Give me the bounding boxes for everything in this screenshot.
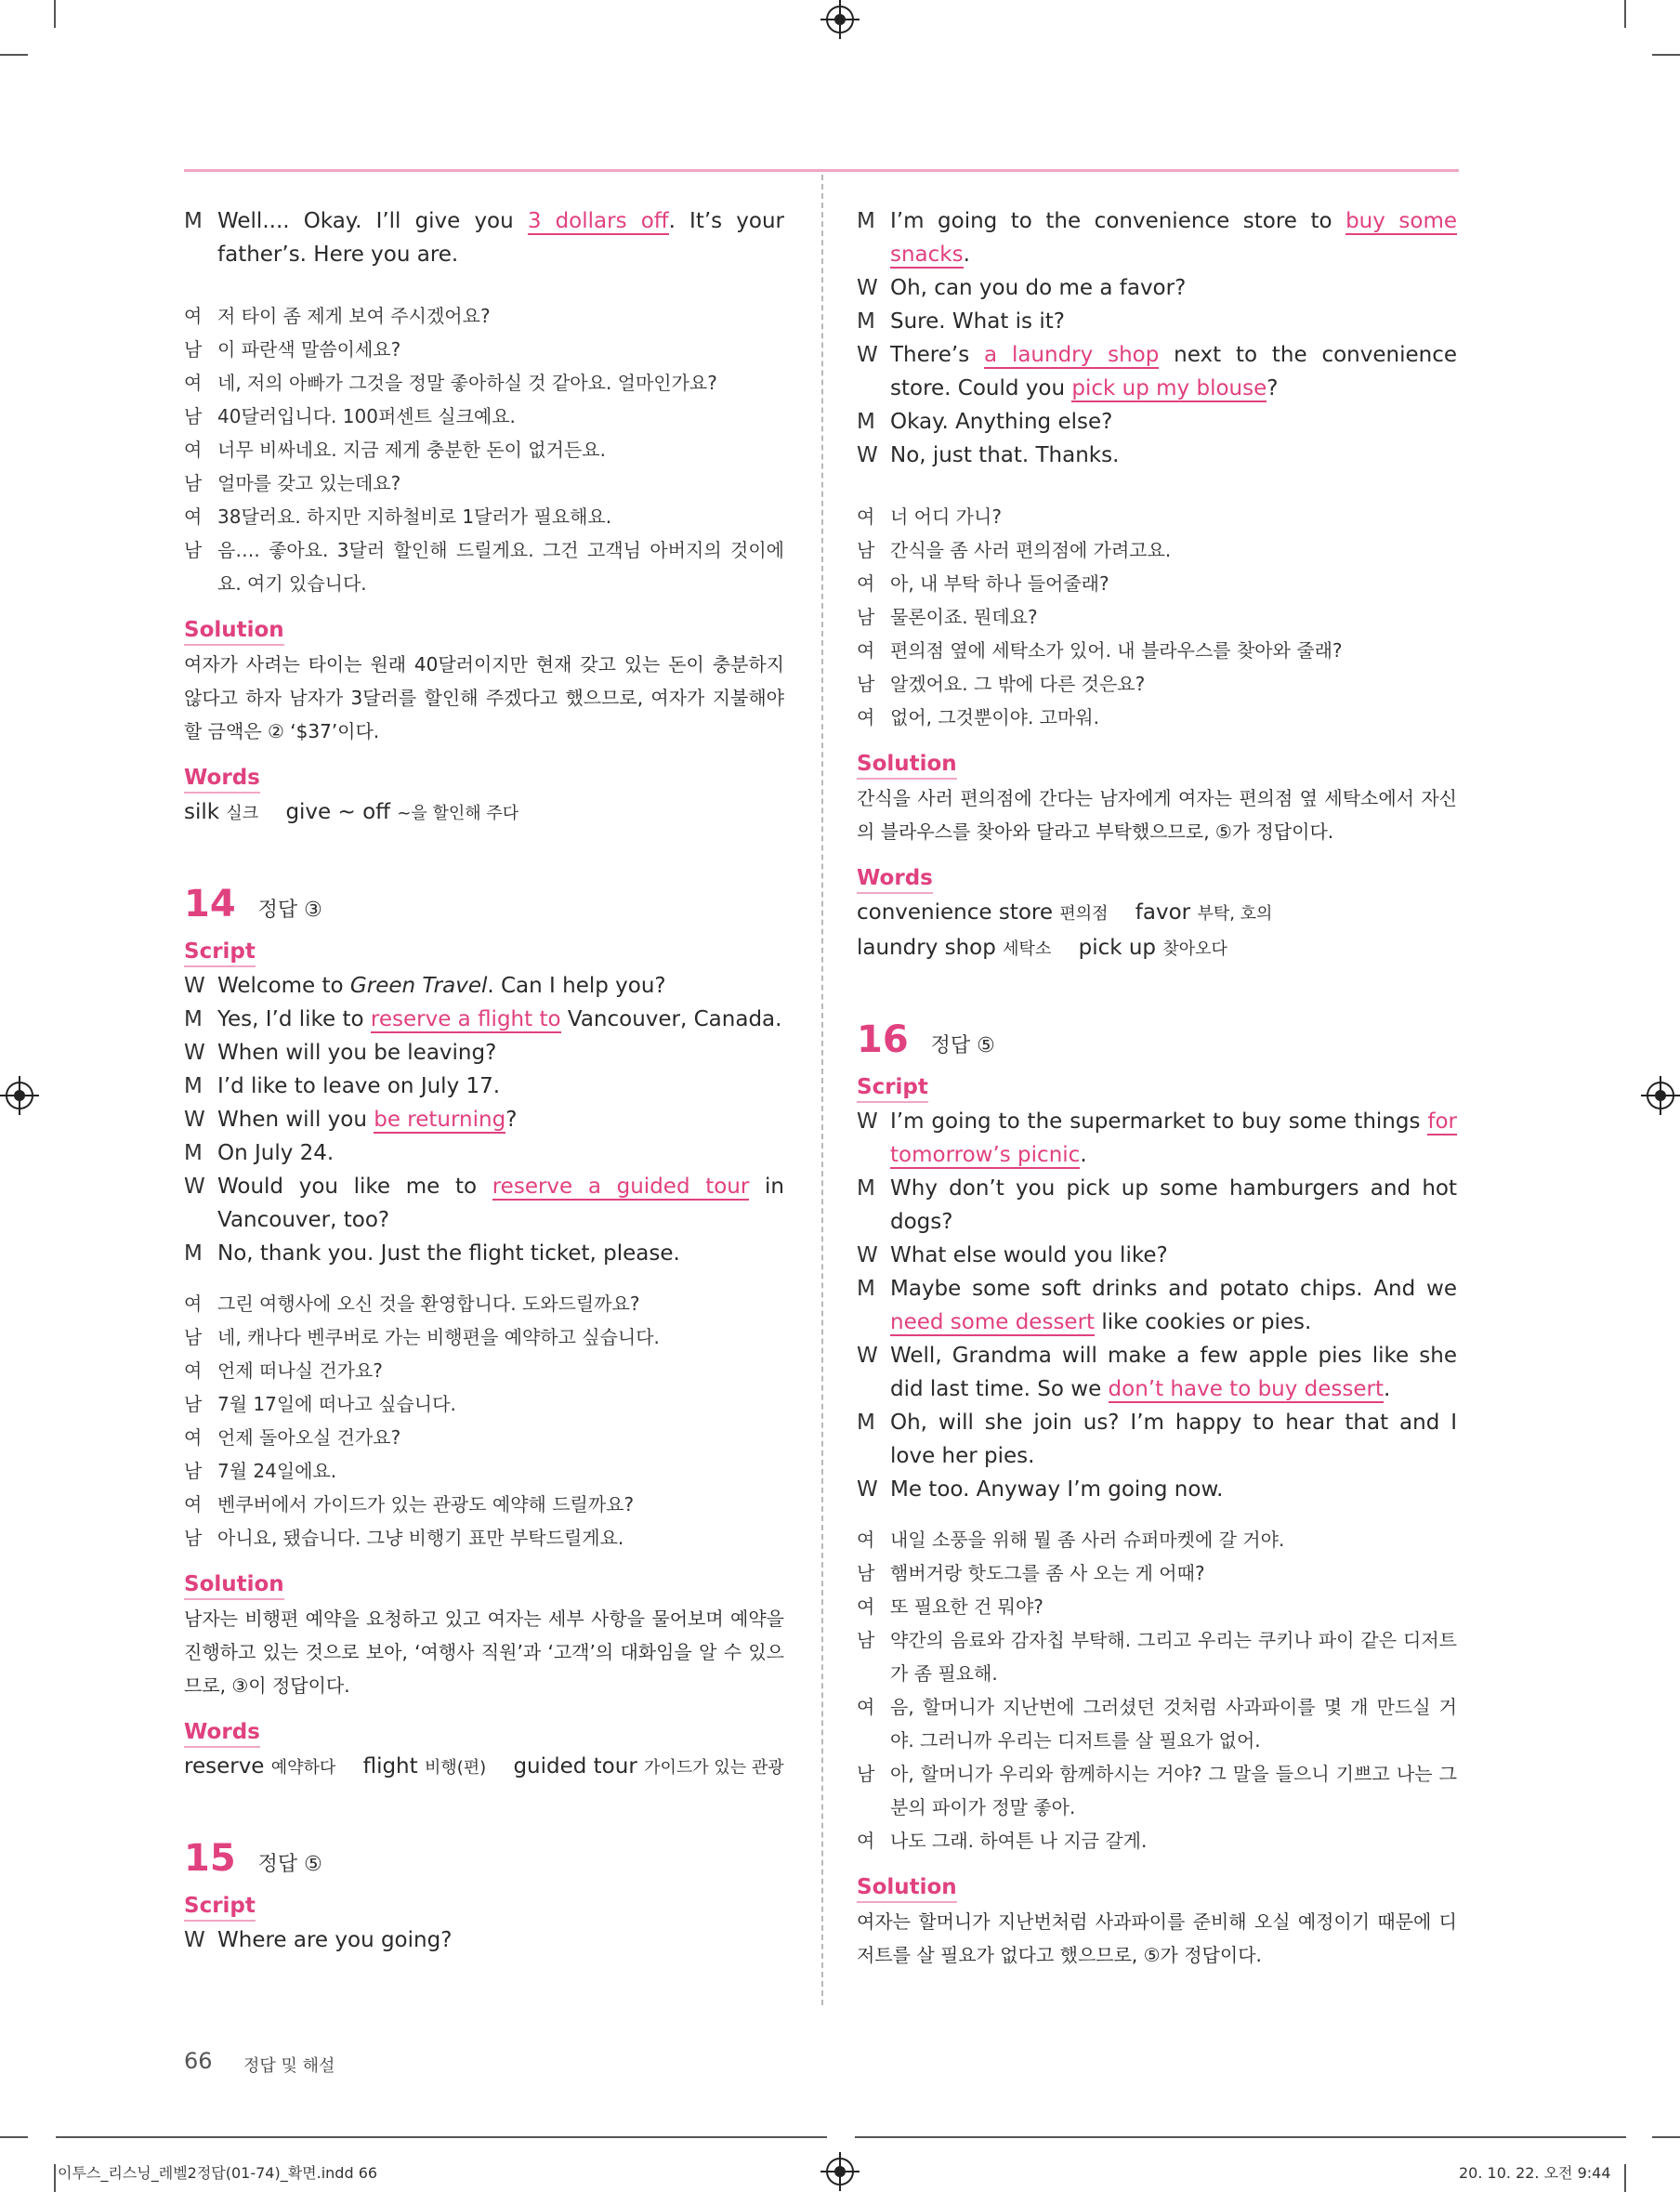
dialogue-line: M Yes, I’d like to reserve a flight to Vancouver, Canada. xyxy=(184,1007,782,1031)
script-label: Script xyxy=(184,1892,256,1922)
translation-line: 여 나도 그래. 하여튼 나 지금 갈게. xyxy=(857,1830,1148,1852)
script-label: Script xyxy=(857,1073,928,1103)
script-label: Script xyxy=(184,938,256,967)
translation-line: 남 간식을 좀 사러 편의점에 가려고요. xyxy=(857,539,1172,561)
translation-line: 남 물론이죠. 뭔데요? xyxy=(857,606,1038,628)
translation-line: 여 38달러요. 하지만 지하철비로 1달러가 필요해요. xyxy=(184,505,612,528)
translation-line: 여 편의점 옆에 세탁소가 있어. 내 블라우스를 찾아와 줄래? xyxy=(857,639,1343,662)
answer-key: 정답 ③ xyxy=(257,899,322,922)
question-number: 14 xyxy=(184,883,236,925)
right-column xyxy=(857,204,1457,1972)
solution-text: 여자는 할머니가 지난번처럼 사과파이를 준비해 오실 예정이기 때문에 디저트를 살 필요가 없다고 했으므로, ⑤가 정답이다. xyxy=(857,1910,1457,1966)
crop-mark xyxy=(1624,2164,1626,2192)
key-phrase: be returning xyxy=(374,1108,506,1132)
translation-line: 여 언제 돌아오실 건가요? xyxy=(184,1426,401,1449)
translation-line: 남 이 파란색 말씀이세요? xyxy=(184,338,401,361)
translation-line: 남 7월 24일에요. xyxy=(184,1460,337,1482)
crop-mark xyxy=(1624,0,1626,28)
translation-line: 남 음…. 좋아요. 3달러 할인해 드릴게요. 그건 고객님 아버지의 것이에요. 여기 있습니다. xyxy=(184,539,784,595)
solution-label: Solution xyxy=(857,750,957,780)
dialogue-line: W What else would you like? xyxy=(857,1243,1168,1267)
translation-line: 여 아, 내 부탁 하나 들어줄래? xyxy=(857,572,1109,595)
translation-line: 여 없어, 그것뿐이야. 고마워. xyxy=(857,706,1099,728)
translation-line: 여 너무 비싸네요. 지금 제게 충분한 돈이 없거든요. xyxy=(184,439,606,461)
registration-mark-icon xyxy=(6,1082,33,1109)
words-line: silk 실크 give ~ off ~을 할인해 주다 xyxy=(184,800,519,824)
solution-label: Solution xyxy=(857,1873,957,1903)
translation-line: 여 또 필요한 건 뭐야? xyxy=(857,1595,1043,1618)
translation-line: 남 약간의 음료와 감자칩 부탁해. 그리고 우리는 쿠키나 파이 같은 디저트가 좀 필요해. xyxy=(857,1629,1457,1685)
solution-label: Solution xyxy=(184,616,284,646)
translation-block xyxy=(184,1287,784,1555)
words-label: Words xyxy=(184,764,260,794)
crop-mark xyxy=(0,2136,28,2138)
dialogue-line: W When will you be returning? xyxy=(184,1108,518,1132)
dialogue-line: W Me too. Anyway I’m going now. xyxy=(857,1477,1224,1502)
crop-mark xyxy=(1652,54,1680,56)
translation-block xyxy=(857,1523,1457,1857)
dialogue-line: M Okay. Anything else? xyxy=(857,410,1113,434)
dialogue-line: W Welcome to Green Travel. Can I help you? xyxy=(184,974,666,998)
slug-rule xyxy=(56,2136,827,2138)
question-number: 16 xyxy=(857,1018,909,1061)
key-phrase: pick up my blouse xyxy=(1071,376,1267,400)
translation-line: 여 벤쿠버에서 가이드가 있는 관광도 예약해 드릴까요? xyxy=(184,1493,635,1516)
answer-key: 정답 ⑤ xyxy=(257,1853,322,1876)
translation-line: 여 언제 떠나실 건가요? xyxy=(184,1359,383,1382)
key-phrase: reserve a guided tour xyxy=(492,1175,750,1199)
question-number: 15 xyxy=(184,1837,236,1880)
question-heading xyxy=(184,881,784,927)
crop-mark xyxy=(1652,2136,1680,2138)
question-heading xyxy=(184,1835,784,1882)
words-label: Words xyxy=(184,1718,260,1748)
slug-rule xyxy=(855,2136,1626,2138)
dialogue-line xyxy=(184,204,784,271)
key-phrase: for tomorrow’s picnic xyxy=(890,1109,1457,1167)
page-number: 66 xyxy=(184,2048,213,2074)
line-text: Well.... Okay. I’ll give you 3 dollars off. It’s your father’s. Here you are. xyxy=(217,209,784,267)
translation-line: 여 음, 할머니가 지난번에 그러셨던 것처럼 사과파이를 몇 개 만드실 거야. 그러니까 우리는 디저트를 살 필요가 없어. xyxy=(857,1696,1457,1752)
translation-line: 여 너 어디 가니? xyxy=(857,505,1002,528)
solution-text: 여자가 사려는 타이는 원래 40달러이지만 현재 갖고 있는 돈이 충분하지 않다고 하자 남자가 3달러를 할인해 주겠다고 했으므로, 여자가 지불해야 할 금액은 ② ‘$37’이다. xyxy=(184,653,784,742)
print-slug-timestamp: 20. 10. 22. 오전 9:44 xyxy=(1459,2164,1611,2182)
translation-line: 남 아니요, 됐습니다. 그냥 비행기 표만 부탁드릴게요. xyxy=(184,1527,624,1549)
words-line: convenience store 편의점 favor 부탁, 호의 xyxy=(857,900,1273,925)
dialogue-line: W Would you like me to reserve a guided tour in Vancouver, too? xyxy=(184,1175,784,1232)
print-slug-filename: 이투스_리스닝_레벨2정답(01-74)_확면.indd 66 xyxy=(58,2164,378,2182)
dialogue-line: W Well, Grandma will make a few apple pies like she did last time. So we don’t have to buy dessert. xyxy=(857,1344,1457,1401)
key-phrase: 3 dollars off xyxy=(527,209,669,233)
key-phrase: don’t have to buy dessert xyxy=(1108,1377,1385,1401)
dialogue-line: M Oh, will she join us? I’m happy to hear that and I love her pies. xyxy=(857,1411,1457,1468)
left-column xyxy=(184,204,784,1957)
translation-line: 남 알겠어요. 그 밖에 다른 것은요? xyxy=(857,673,1146,695)
dialogue-line: W Oh, can you do me a favor? xyxy=(857,276,1187,300)
words-label: Words xyxy=(857,864,933,894)
top-rule xyxy=(184,169,1459,172)
question-heading xyxy=(857,1017,1457,1063)
words-line: reserve 예약하다 flight 비행(편) guided tour 가이드가 있는 관광 xyxy=(184,1754,784,1779)
dialogue-line: W No, just that. Thanks. xyxy=(857,443,1120,467)
solution-text: 간식을 사러 편의점에 간다는 남자에게 여자는 편의점 옆 세탁소에서 자신의 블라우스를 찾아와 달라고 부탁했으므로, ⑤가 정답이다. xyxy=(857,787,1457,843)
translation-line: 남 7월 17일에 떠나고 싶습니다. xyxy=(184,1393,456,1415)
translation-line: 여 네, 저의 아빠가 그것을 정말 좋아하실 것 같아요. 얼마인가요? xyxy=(184,372,717,394)
dialogue-line: M I’m going to the convenience store to buy some snacks. xyxy=(857,209,1458,267)
translation-line: 남 네, 캐나다 벤쿠버로 가는 비행편을 예약하고 싶습니다. xyxy=(184,1326,660,1348)
dialogue-line: W I’m going to the supermarket to buy some things for tomorrow’s picnic. xyxy=(857,1109,1457,1167)
translation-block xyxy=(857,500,1457,734)
crop-mark xyxy=(54,2164,56,2192)
translation-line: 여 저 타이 좀 제게 보여 주시겠어요? xyxy=(184,305,491,327)
registration-mark-icon xyxy=(1647,1082,1674,1109)
translation-block xyxy=(184,299,784,600)
words-line: laundry shop 세탁소 pick up 찾아오다 xyxy=(857,936,1227,960)
key-phrase: need some dessert xyxy=(890,1310,1096,1334)
key-phrase: a laundry shop xyxy=(984,343,1160,367)
dialogue-line: M Why don’t you pick up some hamburgers and hot dogs? xyxy=(857,1176,1457,1234)
translation-line: 남 햄버거랑 핫도그를 좀 사 오는 게 어때? xyxy=(857,1562,1205,1584)
dialogue-line: M Sure. What is it? xyxy=(857,309,1065,334)
dialogue-line: W There’s a laundry shop next to the convenience store. Could you pick up my blouse? xyxy=(857,343,1457,400)
column-divider xyxy=(821,175,823,2005)
brand-name: Green Travel xyxy=(349,974,488,998)
key-phrase: buy some snacks xyxy=(890,209,1458,267)
dialogue-line: M I’d like to leave on July 17. xyxy=(184,1074,501,1098)
answer-key: 정답 ⑤ xyxy=(930,1034,995,1057)
registration-mark-icon xyxy=(826,6,854,33)
solution-label: Solution xyxy=(184,1570,284,1600)
speaker: M xyxy=(184,209,203,233)
translation-line: 남 40달러입니다. 100퍼센트 실크예요. xyxy=(184,405,516,427)
footer-section-title: 정답 및 해설 xyxy=(243,2056,335,2076)
dialogue-line: M No, thank you. Just the flight ticket, please. xyxy=(184,1241,680,1266)
dialogue-line: M On July 24. xyxy=(184,1141,335,1165)
translation-line: 여 내일 소풍을 위해 뭘 좀 사러 슈퍼마켓에 갈 거야. xyxy=(857,1529,1285,1551)
translation-line: 남 얼마를 갖고 있는데요? xyxy=(184,472,401,494)
translation-line: 남 아, 할머니가 우리와 함께하시는 거야? 그 말을 들으니 기쁘고 나는 그분의 파이가 정말 좋아. xyxy=(857,1763,1457,1818)
registration-mark-icon xyxy=(826,2158,854,2185)
key-phrase: reserve a flight to xyxy=(370,1007,561,1031)
solution-text: 남자는 비행편 예약을 요청하고 있고 여자는 세부 사항을 물어보며 예약을 진행하고 있는 것으로 보아, ‘여행사 직원’과 ‘고객’의 대화임을 알 수 있으므로, ③이 정답이다. xyxy=(184,1608,784,1697)
translation-line: 여 그린 여행사에 오신 것을 환영합니다. 도와드릴까요? xyxy=(184,1293,640,1315)
dialogue-line: W Where are you going? xyxy=(184,1928,453,1952)
crop-mark xyxy=(54,0,56,28)
dialogue-line: M Maybe some soft drinks and potato chips. And we need some dessert like cookies or pies. xyxy=(857,1277,1457,1334)
crop-mark xyxy=(0,54,28,56)
dialogue-line: W When will you be leaving? xyxy=(184,1041,497,1065)
